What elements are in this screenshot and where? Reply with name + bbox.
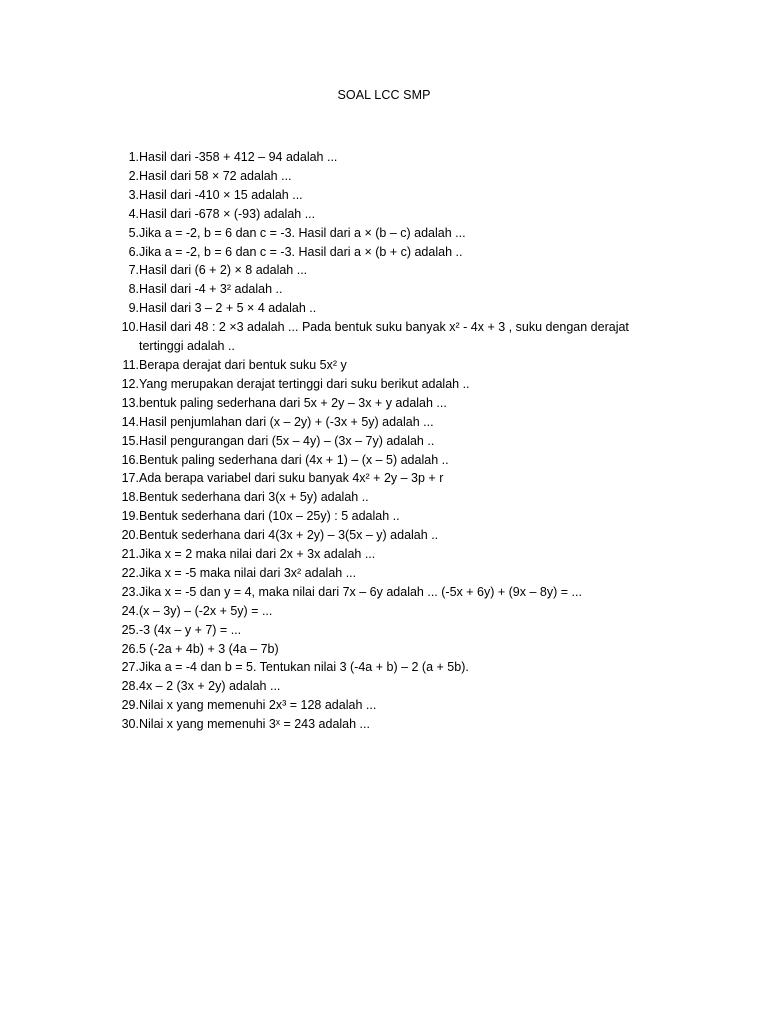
question-number-label: 24. (121, 603, 139, 618)
question-number (100, 526, 139, 545)
question-number-label: 9. (128, 301, 139, 316)
question-item (100, 526, 660, 545)
question-item (100, 469, 660, 488)
question-item (100, 299, 660, 318)
question-number (100, 280, 139, 299)
question-text: Jika x = 2 maka nilai dari 2x + 3x adalah ... (139, 547, 376, 562)
question-number (100, 318, 139, 356)
question-text: Jika x = -5 dan y = 4, maka nilai dari 7x – 6y adalah ... (-5x + 6y) + (9x – 8y) = ... (139, 584, 582, 599)
question-number-label: 23. (121, 584, 139, 599)
question-number (100, 186, 139, 205)
question-item (100, 545, 660, 564)
question-item (100, 432, 660, 451)
question-item (100, 186, 660, 205)
question-number-label: 30. (121, 717, 139, 732)
question-number (100, 545, 139, 564)
question-number (100, 432, 139, 451)
question-number-label: 5. (128, 225, 139, 240)
question-text: 4x – 2 (3x + 2y) adalah ... (139, 679, 281, 694)
question-number (100, 677, 139, 696)
question-item (100, 261, 660, 280)
question-number-label: 3. (128, 187, 139, 202)
question-number (100, 583, 139, 602)
question-number (100, 205, 139, 224)
question-item (100, 658, 660, 677)
question-number-label: 10. (121, 320, 139, 335)
question-item (100, 148, 660, 167)
question-number-label: 29. (121, 698, 139, 713)
question-number-label: 13. (121, 395, 139, 410)
question-text: (x – 3y) – (-2x + 5y) = ... (139, 603, 273, 618)
question-item (100, 696, 660, 715)
question-item (100, 715, 660, 734)
question-number-label: 22. (121, 565, 139, 580)
question-number (100, 299, 139, 318)
question-text: bentuk paling sederhana dari 5x + 2y – 3x + y adalah ... (139, 395, 447, 410)
question-number-label: 2. (128, 168, 139, 183)
question-number (100, 715, 139, 734)
question-item (100, 205, 660, 224)
page-title: SOAL LCC SMP (337, 88, 431, 102)
question-item (100, 413, 660, 432)
question-item (100, 243, 660, 262)
question-item (100, 280, 660, 299)
question-item (100, 451, 660, 470)
question-number-label: 21. (121, 547, 139, 562)
question-item (100, 394, 660, 413)
question-number-label: 26. (121, 641, 139, 656)
question-number (100, 488, 139, 507)
question-number-label: 6. (128, 244, 139, 259)
question-text: Hasil pengurangan dari (5x – 4y) – (3x – 7y) adalah .. (139, 433, 435, 448)
question-number (100, 658, 139, 677)
question-text: Jika x = -5 maka nilai dari 3x² adalah ... (139, 565, 357, 580)
question-number (100, 261, 139, 280)
question-number-label: 7. (128, 263, 139, 278)
question-text: Hasil dari 48 : 2 ×3 adalah ... Pada bentuk suku banyak x² - 4x + 3 , suku dengan derajat tertinggi adalah .. (139, 320, 629, 354)
question-number (100, 375, 139, 394)
question-number (100, 696, 139, 715)
question-number-label: 12. (121, 376, 139, 391)
question-number (100, 451, 139, 470)
question-item (100, 167, 660, 186)
question-text: Berapa derajat dari bentuk suku 5x² y (139, 357, 347, 372)
question-text: Ada berapa variabel dari suku banyak 4x² + 2y – 3p + r (139, 471, 444, 486)
question-text: Hasil dari 3 – 2 + 5 × 4 adalah .. (139, 301, 317, 316)
question-number-label: 15. (121, 433, 139, 448)
question-item (100, 375, 660, 394)
question-text: -3 (4x – y + 7) = ... (139, 622, 242, 637)
question-text: Jika a = -2, b = 6 dan c = -3. Hasil dari a × (b + c) adalah .. (139, 244, 463, 259)
question-text: Hasil dari -678 × (-93) adalah ... (139, 206, 316, 221)
question-number-label: 20. (121, 528, 139, 543)
question-number-label: 14. (121, 414, 139, 429)
question-text: Jika a = -4 dan b = 5. Tentukan nilai 3 (-4a + b) – 2 (a + 5b). (139, 660, 469, 675)
question-item (100, 677, 660, 696)
question-item (100, 488, 660, 507)
question-text: Hasil dari -4 + 3² adalah .. (139, 282, 283, 297)
question-number (100, 243, 139, 262)
question-number (100, 394, 139, 413)
question-list (100, 148, 660, 734)
question-text: Jika a = -2, b = 6 dan c = -3. Hasil dari a × (b – c) adalah ... (139, 225, 466, 240)
question-number (100, 224, 139, 243)
question-number-label: 1. (128, 150, 139, 164)
question-item (100, 318, 660, 356)
question-text: Hasil dari (6 + 2) × 8 adalah ... (139, 263, 308, 278)
question-item (100, 602, 660, 621)
question-text: Hasil dari -358 + 412 – 94 adalah ... (139, 150, 338, 164)
question-text: Bentuk sederhana dari 3(x + 5y) adalah .. (139, 490, 369, 505)
question-text: Yang merupakan derajat tertinggi dari suku berikut adalah .. (139, 376, 470, 391)
question-number (100, 640, 139, 659)
question-text: Hasil penjumlahan dari (x – 2y) + (-3x + 5y) adalah ... (139, 414, 434, 429)
question-number (100, 413, 139, 432)
question-number (100, 602, 139, 621)
question-number-label: 27. (121, 660, 139, 675)
question-number-label: 8. (128, 282, 139, 297)
question-text: Hasil dari -410 × 15 adalah ... (139, 187, 303, 202)
question-text: 5 (-2a + 4b) + 3 (4a – 7b) (139, 641, 279, 656)
question-number (100, 564, 139, 583)
question-number-label: 4. (128, 206, 139, 221)
question-number (100, 621, 139, 640)
question-number-label: 17. (121, 471, 139, 486)
question-item (100, 564, 660, 583)
question-text: Bentuk paling sederhana dari (4x + 1) – (x – 5) adalah .. (139, 452, 449, 467)
question-number-label: 16. (121, 452, 139, 467)
question-text: Nilai x yang memenuhi 2x³ = 128 adalah ... (139, 698, 377, 713)
question-item (100, 640, 660, 659)
question-number-label: 18. (121, 490, 139, 505)
question-number-label: 19. (121, 509, 139, 524)
question-item (100, 583, 660, 602)
question-number-label: 25. (121, 622, 139, 637)
question-text: Nilai x yang memenuhi 3ˣ = 243 adalah ... (139, 717, 370, 732)
question-text: Bentuk sederhana dari (10x – 25y) : 5 adalah .. (139, 509, 400, 524)
question-number (100, 507, 139, 526)
question-item (100, 507, 660, 526)
question-item (100, 356, 660, 375)
question-item (100, 224, 660, 243)
question-text: Hasil dari 58 × 72 adalah ... (139, 168, 292, 183)
question-number-label: 11. (122, 357, 139, 372)
question-number (100, 356, 139, 375)
question-number (100, 167, 139, 186)
question-item (100, 621, 660, 640)
question-number (100, 469, 139, 488)
question-text: Bentuk sederhana dari 4(3x + 2y) – 3(5x – y) adalah .. (139, 528, 439, 543)
question-number (100, 148, 139, 167)
question-number-label: 28. (121, 679, 139, 694)
